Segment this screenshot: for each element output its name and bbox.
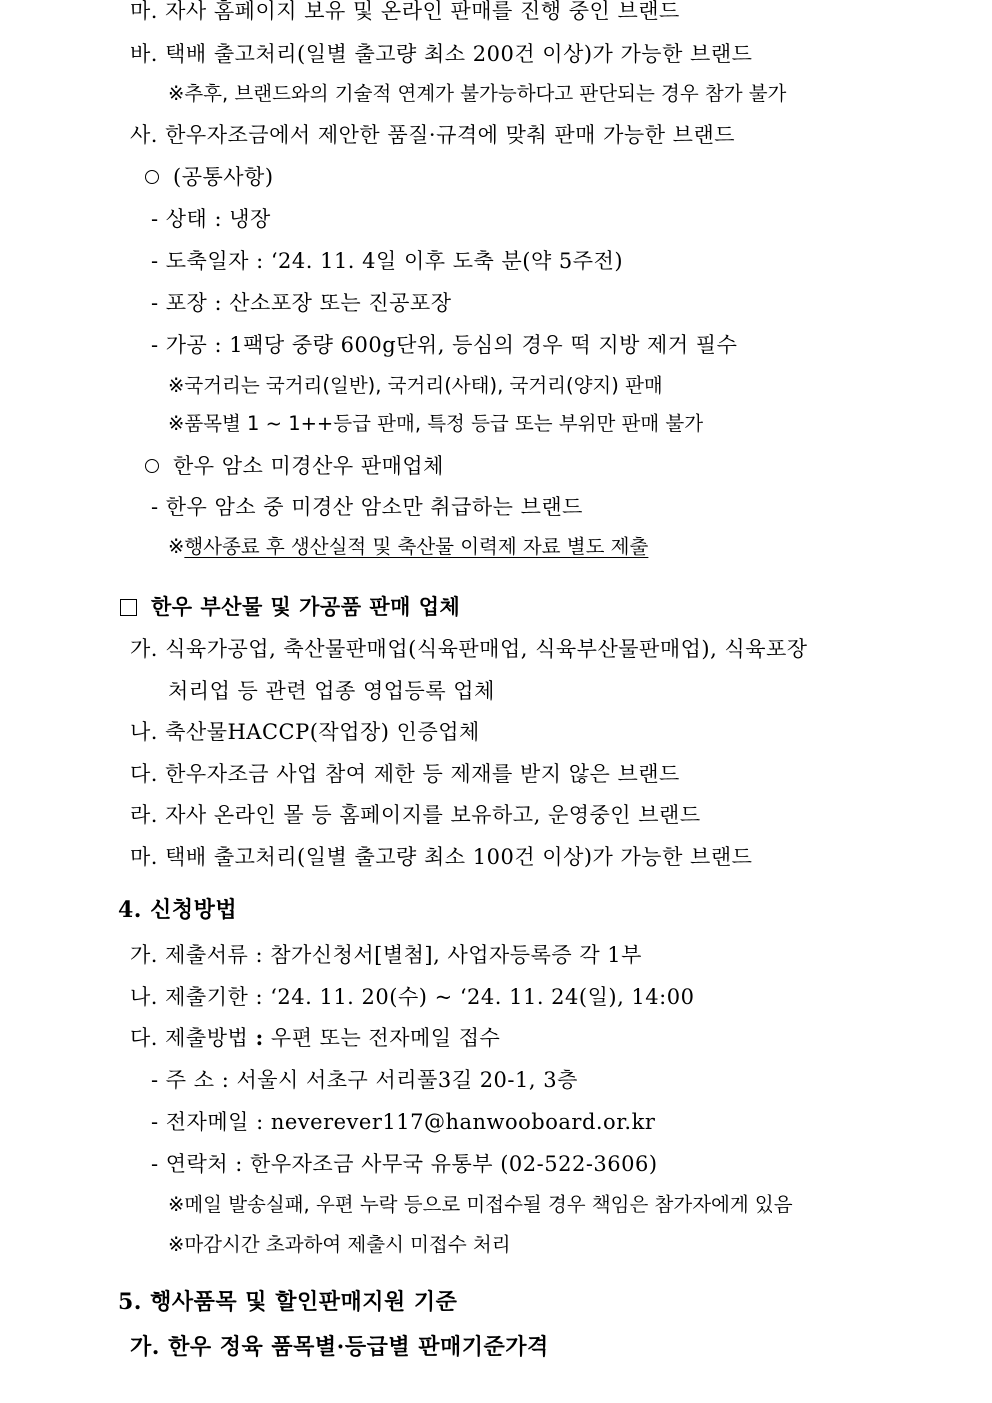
section4-email: - 전자메일 : neverever117@hanwooboard.or.kr [151,1110,656,1134]
common-heading: (공통사항) [145,163,274,191]
circle-bullet-icon [145,170,159,184]
common-item-processing: - 가공 : 1팩당 중량 600g단위, 등심의 경우 떡 지방 제거 필수 [151,333,738,357]
section4-note-mail: ※메일 발송실패, 우편 누락 등으로 미접수될 경우 책임은 참가자에게 있음 [168,1193,793,1216]
byproduct-ga-line1: 가. 식육가공업, 축산물판매업(식육판매업, 식육부산물판매업), 식육포장 [130,637,808,661]
cow-vendor-heading: 한우 암소 미경산우 판매업체 [145,452,444,480]
common-item-slaughter-date: - 도축일자 : ‘24. 11. 4일 이후 도축 분(약 5주전) [151,249,624,273]
item-ba-delivery: 바. 택배 출고처리(일별 출고량 최소 200건 이상)가 가능한 브랜드 [130,42,753,66]
section5-title: 5. 행사품목 및 할인판매지원 기준 [118,1289,458,1315]
circle-bullet-icon [145,459,159,473]
section4-title: 4. 신청방법 [118,897,238,923]
section4-ga-documents: 가. 제출서류 : 참가신청서[별첨], 사업자등록증 각 1부 [130,943,642,967]
section4-na-deadline: 나. 제출기한 : ‘24. 11. 20(수) ~ ‘24. 11. 24(일), 14:00 [130,985,695,1009]
item-sa-quality: 사. 한우자조금에서 제안한 품질·규격에 맞춰 판매 가능한 브랜드 [130,123,736,147]
section4-address: - 주 소 : 서울시 서초구 서리풀3길 20-1, 3층 [151,1068,578,1092]
note-tech-link: ※추후, 브랜드와의 기술적 연계가 불가능하다고 판단되는 경우 참가 불가 [168,82,787,105]
common-note-grade: ※품목별 1 ~ 1++등급 판매, 특정 등급 또는 부위만 판매 불가 [168,412,704,435]
byproduct-ga-line2: 처리업 등 관련 업종 영업등록 업체 [168,679,495,703]
common-item-packaging: - 포장 : 산소포장 또는 진공포장 [151,291,452,315]
byproduct-heading: 한우 부산물 및 가공품 판매 업체 [120,593,460,621]
section4-da-method: 다. 제출방법 : 우편 또는 전자메일 접수 [130,1025,501,1050]
section4-note-deadline: ※마감시간 초과하여 제출시 미접수 처리 [168,1233,511,1256]
cow-vendor-item: - 한우 암소 중 미경산 암소만 취급하는 브랜드 [151,495,583,519]
section4-contact: - 연락처 : 한우자조금 사무국 유통부 (02-522-3606) [151,1152,658,1176]
common-note-soup: ※국거리는 국거리(일반), 국거리(사태), 국거리(양지) 판매 [168,374,663,397]
byproduct-ma: 마. 택배 출고처리(일별 출고량 최소 100건 이상)가 가능한 브랜드 [130,845,753,869]
section5-sub-ga: 가. 한우 정육 품목별·등급별 판매기준가격 [130,1334,549,1360]
byproduct-na: 나. 축산물HACCP(작업장) 인증업체 [130,720,480,744]
item-ma-homepage: 마. 자사 홈페이지 보유 및 온라인 판매를 진행 중인 브랜드 [130,0,680,23]
common-item-state: - 상태 : 냉장 [151,207,271,231]
byproduct-ra: 라. 자사 온라인 몰 등 홈페이지를 보유하고, 운영중인 브랜드 [130,803,701,827]
cow-vendor-note: ※행사종료 후 생산실적 및 축산물 이력제 자료 별도 제출 [168,535,649,558]
checkbox-square-icon [120,599,137,616]
byproduct-da: 다. 한우자조금 사업 참여 제한 등 제재를 받지 않은 브랜드 [130,762,680,786]
